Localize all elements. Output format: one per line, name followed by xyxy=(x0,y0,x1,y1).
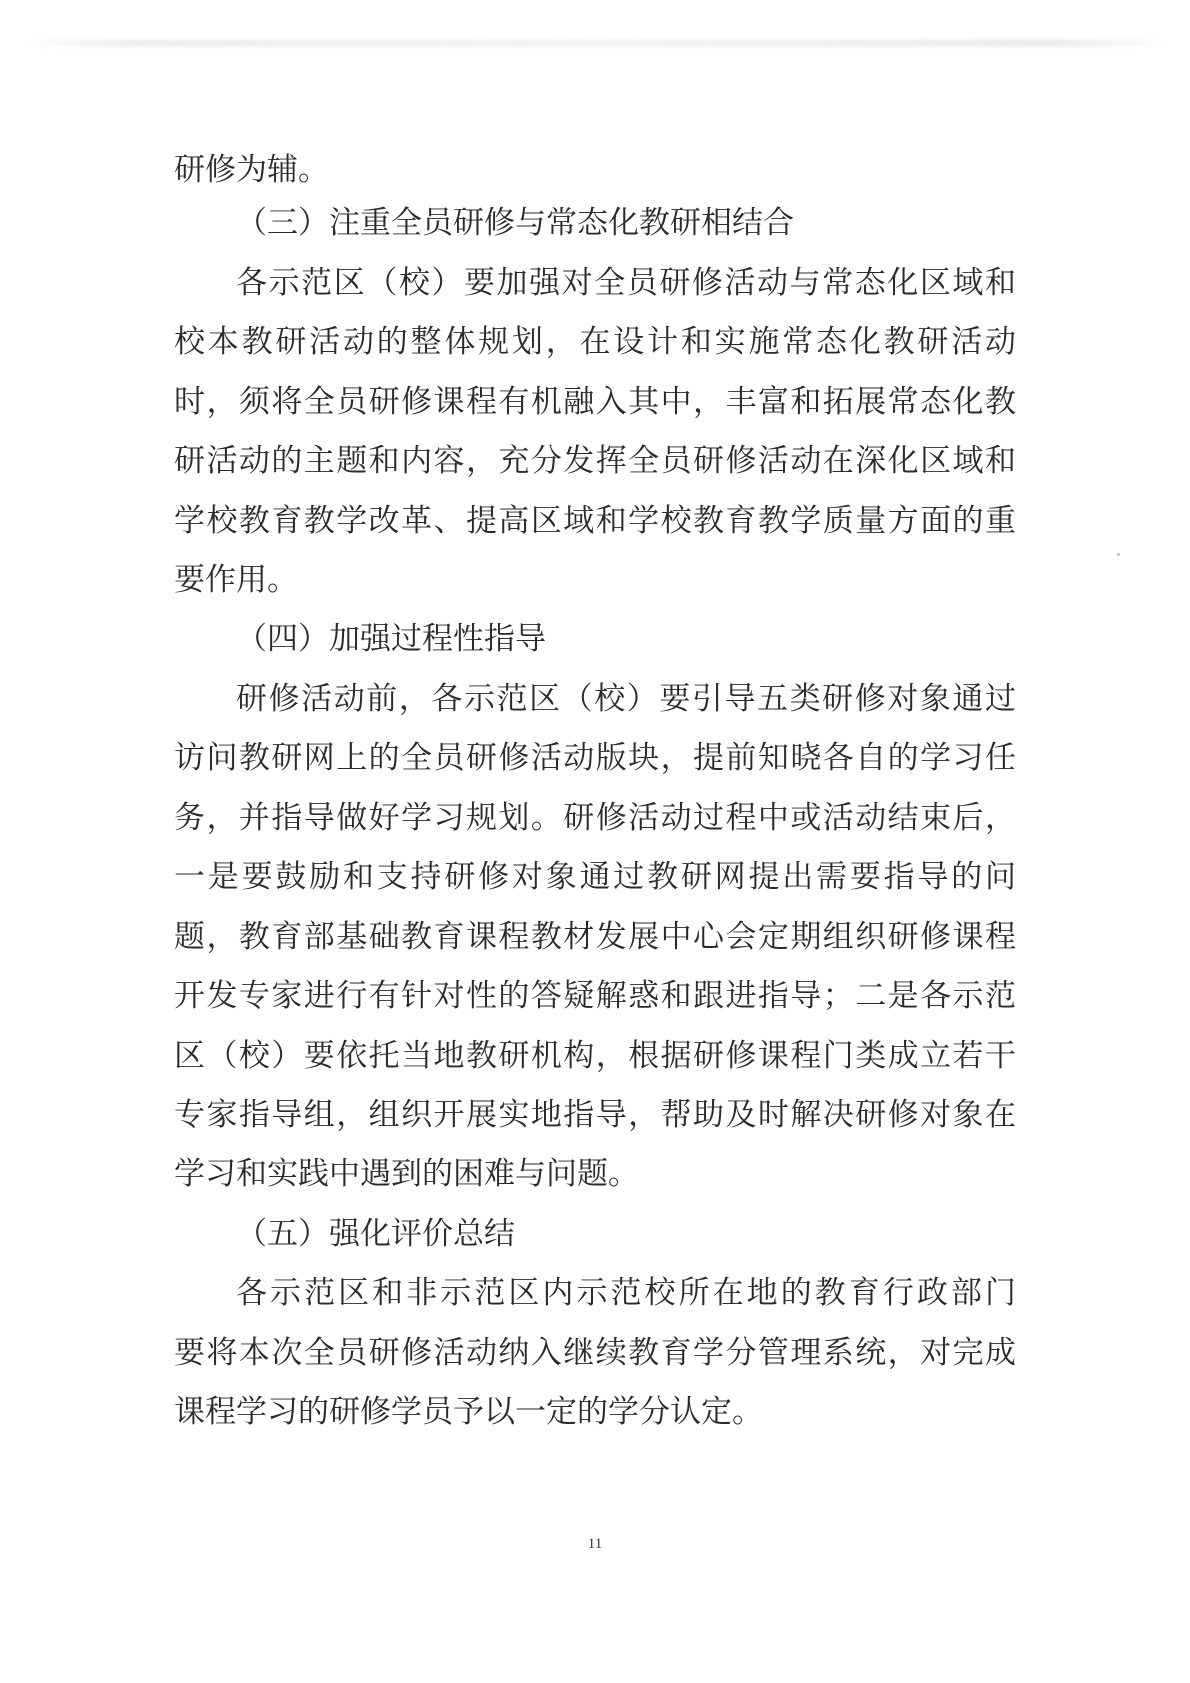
paragraph-line: 务，并指导做好学习规划。研修活动过程中或活动结束后， xyxy=(174,800,1016,836)
paragraph-line: 访问教研网上的全员研修活动版块，提前知晓各自的学习任 xyxy=(174,740,1016,776)
paragraph-line: 学习和实践中遇到的困难与问题。 xyxy=(174,1156,639,1192)
paragraph-line: 学校教育教学改革、提高区域和学校教育教学质量方面的重 xyxy=(174,503,1016,539)
page-number: 11 xyxy=(587,1536,603,1552)
paragraph-line: 要作用。 xyxy=(174,562,298,598)
paragraph-line: 要将本次全员研修活动纳入继续教育学分管理系统，对完成 xyxy=(174,1335,1016,1371)
scan-speck xyxy=(1117,553,1120,556)
paragraph-line: 研修为辅。 xyxy=(174,152,329,188)
paragraph-line: 时，须将全员研修课程有机融入其中，丰富和拓展常态化教 xyxy=(174,384,1016,420)
paragraph-line: 开发专家进行有针对性的答疑解惑和跟进指导；二是各示范 xyxy=(174,978,1016,1014)
paragraph-line: 各示范区和非示范区内示范校所在地的教育行政部门 xyxy=(236,1275,1016,1311)
paragraph-line: 研活动的主题和内容，充分发挥全员研修活动在深化区域和 xyxy=(174,443,1016,479)
paragraph-line: 专家指导组，组织开展实地指导，帮助及时解决研修对象在 xyxy=(174,1097,1016,1133)
paragraph-line: 课程学习的研修学员予以一定的学分认定。 xyxy=(174,1394,763,1430)
paragraph-line: 题，教育部基础教育课程教材发展中心会定期组织研修课程 xyxy=(174,919,1016,955)
section-heading-3: （三）注重全员研修与常态化教研相结合 xyxy=(236,205,794,241)
paragraph-line: 校本教研活动的整体规划，在设计和实施常态化教研活动 xyxy=(174,324,1016,360)
scan-edge-artifact xyxy=(20,40,1170,46)
section-heading-5: （五）强化评价总结 xyxy=(236,1216,515,1252)
paragraph-line: 各示范区（校）要加强对全员研修活动与常态化区域和 xyxy=(236,265,1016,301)
paragraph-line: 一是要鼓励和支持研修对象通过教研网提出需要指导的问 xyxy=(174,859,1016,895)
paragraph-line: 研修活动前，各示范区（校）要引导五类研修对象通过 xyxy=(236,681,1016,717)
paragraph-line: 区（校）要依托当地教研机构，根据研修课程门类成立若干 xyxy=(174,1038,1016,1074)
section-heading-4: （四）加强过程性指导 xyxy=(236,621,546,657)
